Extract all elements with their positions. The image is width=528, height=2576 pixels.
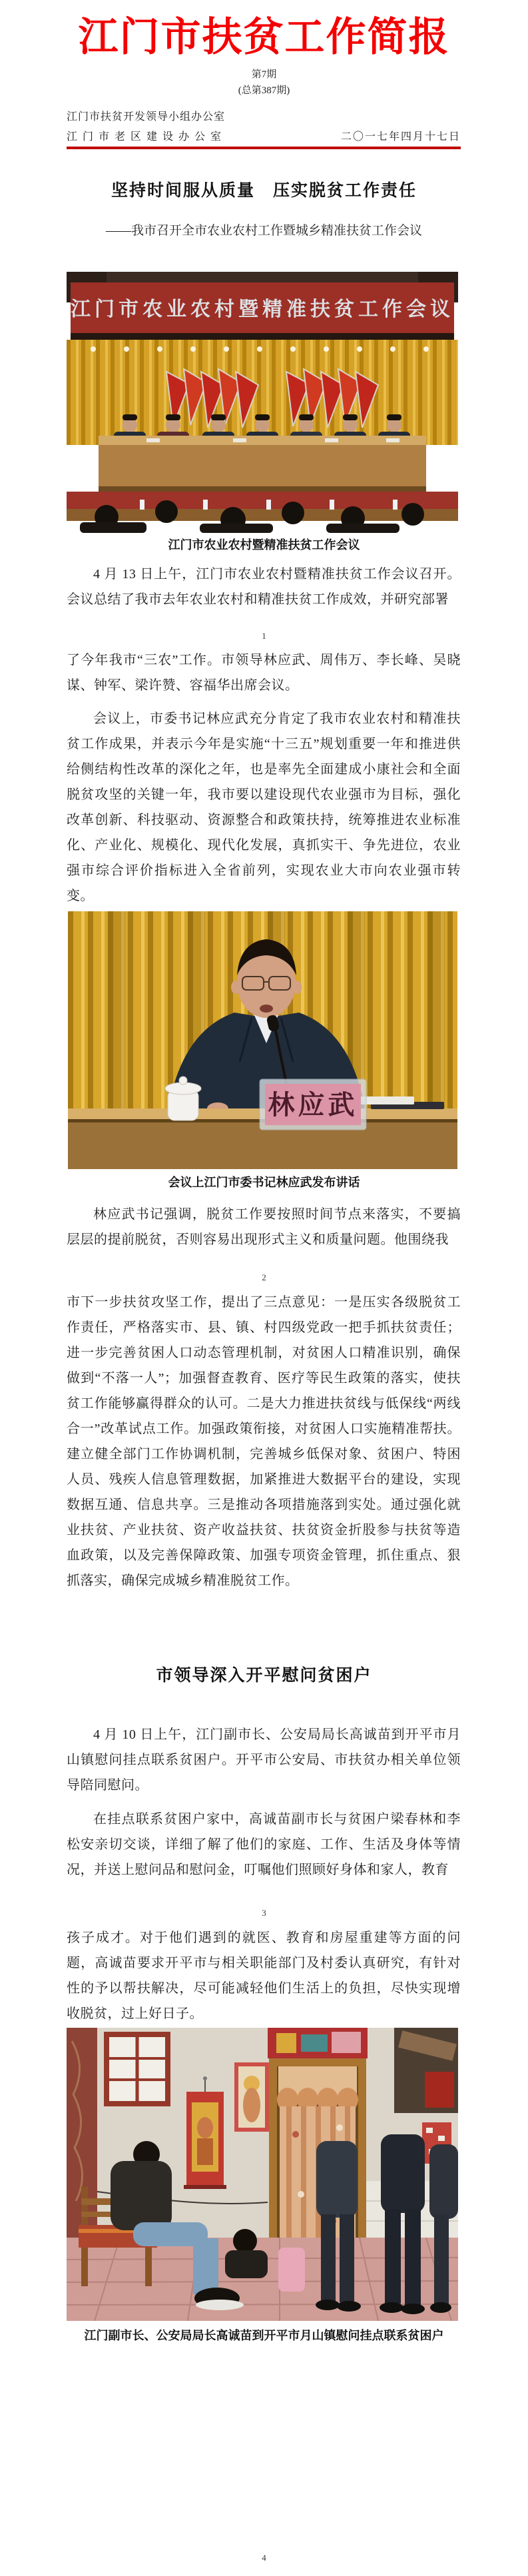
issuer-name-1: 江门市扶贫开发领导小组办公室 <box>67 111 226 123</box>
photo-caption-3: 江门副市长、公安局局长高诚苗到开平市月山镇慰问挂点联系贫困户 <box>84 2329 444 2342</box>
article1-paragraph-1a: 4 月 13 日上午，江门市农业农村暨精准扶贫工作会议召开。会议总结了我市去年农业农村和精准扶贫工作成效，并研究部署 <box>67 567 461 607</box>
issuer-row <box>67 128 461 143</box>
page-number-3: 3 <box>262 1908 266 1918</box>
photo-home-visit <box>67 2028 458 2321</box>
article1-subheadline: ——我市召开全市农业农村工作暨城乡精准扶贫工作会议 <box>105 224 422 238</box>
stage-carpet <box>67 492 458 509</box>
deity-poster <box>234 2062 269 2132</box>
storage-shelf <box>394 2028 458 2113</box>
window <box>104 2032 170 2106</box>
article1-paragraph-3a: 林应武书记强调，脱贫工作要按照时间节点来落实，不要搞层层的提前脱贫，否则容易出现形式主义和质量问题。他围绕我 <box>67 1207 461 1247</box>
pink-bag <box>278 2248 305 2292</box>
article1-paragraph-3b: 市下一步扶贫攻坚工作，提出了三点意见：一是压实各级脱贫工作责任，严格落实市、县、镇、村四级党政一把手抓扶贫责任；进一步完善贫困人口动态管理机制，对贫困人口精准识别，确保做到“不落一人”；加强督查教育、医疗等民生政策的落实，使扶贫工作能够赢得群众的认可。二是大力推进扶贫线与低保线“两线合一”改革试点工作。加强政策衔接，对贫困人口实施精准帮扶。建立健全部门工作协调机制，完善城乡低保对象、贫困户、特困人员、残疾人信息管理数据，加紧推进大数据平台的建设，实现数据互通、信息共享。三是推动各项措施落到实处。通过强化就业扶贫、产业扶贫、资产收益扶贫、扶贫资金折股参与扶贫等造血政策，以及完善保障政策、加强专项资金管理，抓住重点、狠抓落实，确保完成城乡精准脱贫工作。 <box>67 1295 461 1588</box>
photo-lin-yingwu-speech <box>68 911 457 1169</box>
issue-number: 第7期 <box>251 69 277 80</box>
masthead-rule <box>67 147 461 149</box>
article1-headline: 坚持时间服从质量 压实脱贫工作责任 <box>111 181 417 200</box>
issue-total-number: (总第387期) <box>238 85 290 96</box>
nameplate-text: 林应武 <box>268 1090 358 1120</box>
hanging-scroll <box>184 2076 226 2189</box>
article2-paragraph-1: 4 月 10 日上午，江门副市长、公安局局长高诚苗到开平市月山镇慰问挂点联系贫困户。开平市公安局、市扶贫办相关单位领导陪同慰问。 <box>67 1727 461 1793</box>
page-number-2: 2 <box>262 1272 266 1282</box>
article2-paragraph-2b: 孩子成才。对于他们遇到的就医、教育和房屋重建等方面的问题，高诚苗要求开平市与相关职能部门及村委认真研究，有针对性的予以帮扶解决，尽可能减轻他们生活上的负担，尽快实现增收脱贫，过上好日子。 <box>67 1931 461 2021</box>
masthead-title: 江门市扶贫工作简报 <box>78 15 450 59</box>
publish-date: 二〇一七年四月十七日 <box>340 131 461 143</box>
conference-banner-text: 江门市农业农村暨精准扶贫工作会议 <box>71 298 454 320</box>
photo-caption-1: 江门市农业农村暨精准扶贫工作会议 <box>168 538 360 552</box>
audience-desk <box>67 509 458 521</box>
page-number-1: 1 <box>262 631 266 641</box>
picture-above-door <box>268 2028 368 2058</box>
nameplate <box>260 1079 366 1130</box>
article2-headline: 市领导深入开平慰问贫困户 <box>156 1666 372 1685</box>
article2-paragraph-2a: 在挂点联系贫困户家中，高诚苗副市长与贫困户梁春林和李松安亲切交谈，详细了解了他们的家庭、工作、生活及身体等情况，并送上慰问品和慰问金，叮嘱他们照顾好身体和家人，教育 <box>67 1812 461 1877</box>
page-number-4: 4 <box>262 2553 266 2563</box>
photo-conference-hall <box>67 272 458 533</box>
issuer-name-2: 江门市老区建设办公室 <box>67 131 227 143</box>
article1-paragraph-1b: 了今年我市“三农”工作。市领导林应武、周伟万、李长峰、吴晓谋、钟军、梁许赞、容福华出席会议。 会议上，市委书记林应武充分肯定了我市农业农村和精准扶贫工作成果，并表示今年是实施“十三五”规划重要一年和推进供给侧结构性改革的深化之年，也是率先全面建成小康社会和全面脱贫攻坚的关键一年，我市要以建设现代农业强市为目标，强化改革创新、科技驱动、资源整合和政策扶持，统筹推进农业标准化、产业化、规模化、现代化发展，真抓实干、争先进位，农业强市综合评价指标进入全省前列，实现农业大市向农业强市转变。 <box>67 653 461 903</box>
photo-caption-2: 会议上江门市委书记林应武发布讲话 <box>168 1176 360 1189</box>
